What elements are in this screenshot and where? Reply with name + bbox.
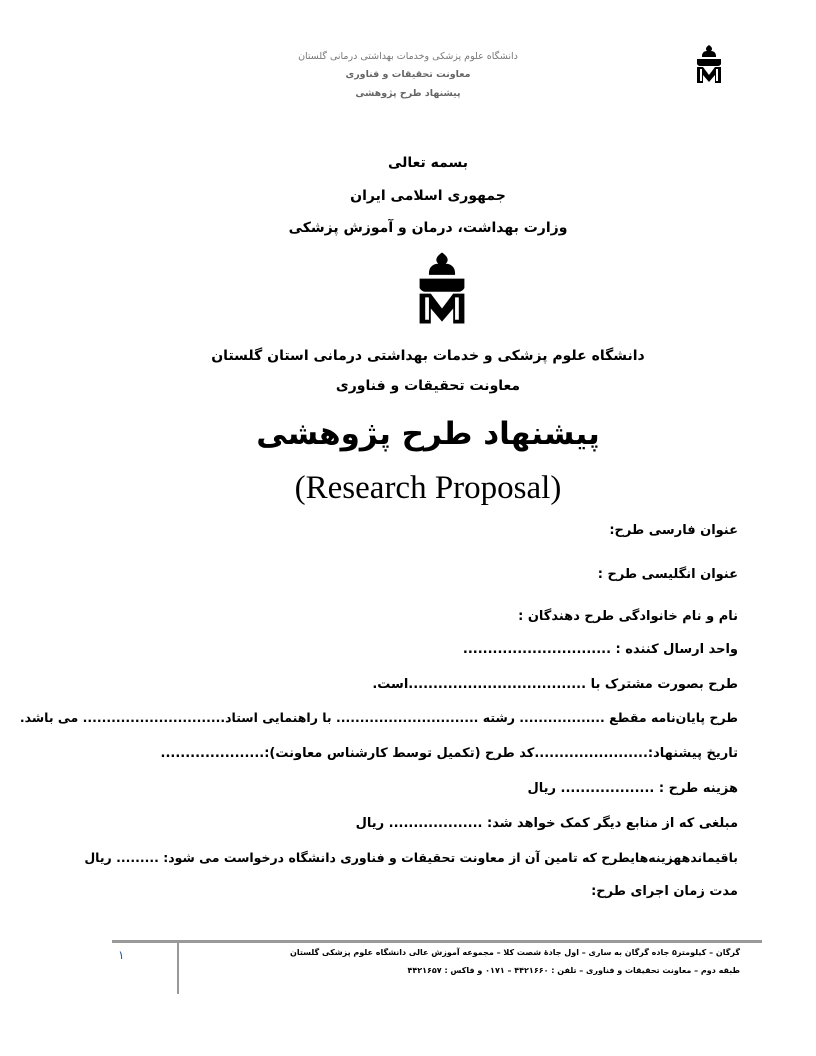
header-university: دانشگاه علوم پزشکی وخدمات بهداشتی درمانی گلستان	[298, 51, 518, 62]
field-date-code: تاریخ پیشنهاد:.......................کد طرح (تکمیل توسط کارشناس معاونت):.....................	[160, 746, 738, 761]
field-persian-title: عنوان فارسی طرح:	[609, 523, 738, 538]
field-remainder: باقیماندههزینه‌هایطرح که تامین آن از معاونت تحقیقات و فناوری دانشگاه درخواست می شود: ......... ریال	[84, 850, 738, 865]
university-name: دانشگاه علوم پزشکی و خدمات بهداشتی درمانی استان گلستان	[211, 348, 645, 364]
proposal-title-en: (Research Proposal)	[294, 470, 562, 506]
ministry-name: وزارت بهداشت، درمان و آموزش پزشکی	[288, 220, 568, 236]
field-joint-project: طرح بصورت مشترک با ....................................است.	[372, 677, 738, 692]
footer-divider	[177, 940, 179, 994]
page-number: ۱	[118, 948, 125, 962]
footer-address-line2: طبقه دوم – معاونت تحقیقات و فناوری – تلفن : ۴۴۲۱۶۶۰ – ۰۱۷۱ و فاکس : ۴۴۲۱۶۵۷	[407, 966, 740, 975]
field-thesis: طرح پایان‌نامه مقطع .................. رشته .............................. با راهنمایی استاد.............................. می باشد.	[19, 710, 738, 725]
header-doc-title: پیشنهاد طرح پژوهشی	[355, 88, 461, 99]
field-cost: هزینه طرح : ................... ریال	[527, 781, 738, 796]
basmala: بسمه تعالی	[387, 155, 469, 171]
field-english-title: عنوان انگلیسی طرح :	[597, 567, 738, 582]
footer-rule	[112, 940, 762, 943]
main-logo	[414, 250, 470, 326]
header-deputy: معاونت تحقیقات و فناوری	[345, 69, 471, 80]
field-other-sources: مبلغی که از منابع دیگر کمک خواهد شد: ................... ریال	[355, 816, 738, 831]
university-logo-icon	[414, 250, 470, 326]
field-duration: مدت زمان اجرای طرح:	[591, 884, 738, 899]
country-name: جمهوری اسلامی ایران	[350, 188, 506, 204]
footer-address-line1: گرگان – کیلومتر۵ جاده گرگان به ساری – اول جادۀ شصت کلا – مجموعه آموزش عالی دانشگاه علوم پزشکی گلستان	[290, 948, 740, 957]
field-submitting-unit: واحد ارسال کننده : ..............................	[462, 642, 738, 657]
deputy-name: معاونت تحقیقات و فناوری	[335, 378, 521, 394]
field-proposers: نام و نام خانوادگی طرح دهندگان :	[518, 609, 738, 624]
proposal-title-fa: پیشنهاد طرح پژوهشی	[256, 416, 600, 452]
